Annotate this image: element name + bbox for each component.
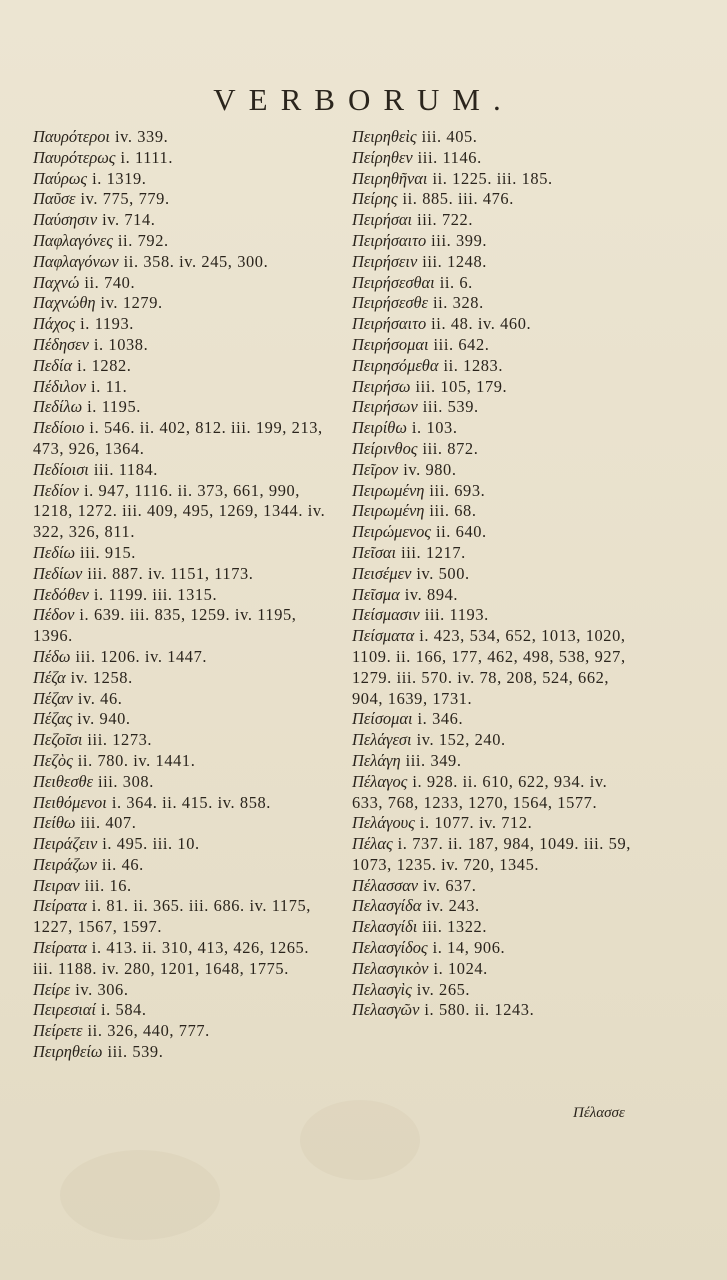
index-entry bbox=[352, 460, 640, 481]
index-entry bbox=[352, 418, 640, 439]
index-entry bbox=[352, 293, 640, 314]
index-references: i. 1111. bbox=[120, 147, 174, 167]
index-headword: Πειραν bbox=[33, 875, 80, 895]
index-references: iii. 1322. bbox=[422, 917, 488, 937]
index-entry bbox=[352, 314, 640, 335]
index-headword: Πεῖσαι bbox=[352, 542, 397, 562]
index-entry bbox=[352, 377, 640, 398]
index-entry bbox=[33, 896, 329, 938]
index-entry bbox=[33, 543, 329, 564]
index-references: i. 14, 906. bbox=[432, 938, 506, 958]
index-headword: Πέλασσαν bbox=[352, 875, 419, 895]
index-entry bbox=[352, 1000, 640, 1021]
index-entry bbox=[33, 855, 329, 876]
index-references: i. 1199. iii. 1315. bbox=[93, 584, 218, 604]
index-references: iii. 872. bbox=[422, 438, 479, 458]
index-entry bbox=[33, 730, 329, 751]
index-headword: Παυρότερως bbox=[33, 147, 116, 167]
index-entry bbox=[33, 148, 329, 169]
index-references: ii. 780. iv. 1441. bbox=[77, 750, 196, 770]
index-headword: Πείσμασιν bbox=[352, 605, 420, 625]
index-references: iii. 539. bbox=[107, 1042, 164, 1062]
index-references: iv. 1258. bbox=[70, 667, 133, 687]
index-headword: Πειρίθω bbox=[352, 418, 407, 438]
index-references: iv. 265. bbox=[416, 979, 471, 999]
index-entry bbox=[33, 356, 329, 377]
index-references: iii. 887. iv. 1151, 1173. bbox=[87, 563, 254, 583]
index-headword: Πειρήσω bbox=[352, 376, 411, 396]
index-references: i. 81. ii. 365. iii. 686. iv. 1175, 1227, 1567, 1597. bbox=[33, 896, 312, 937]
index-entry bbox=[33, 585, 329, 606]
index-entry bbox=[352, 751, 640, 772]
index-headword: Πέζαν bbox=[33, 688, 73, 708]
index-references: iii. 1273. bbox=[87, 730, 153, 750]
index-headword: Πείρετε bbox=[33, 1021, 83, 1041]
index-headword: Πεζοῖσι bbox=[33, 730, 83, 750]
index-entry bbox=[352, 335, 640, 356]
index-entry bbox=[33, 1042, 329, 1063]
index-references: iii. 1206. iv. 1447. bbox=[75, 646, 208, 666]
index-references: ii. 46. bbox=[101, 854, 144, 874]
index-headword: Πελασγικὸν bbox=[352, 958, 429, 978]
index-references: i. 1077. iv. 712. bbox=[419, 813, 533, 833]
index-references: ii. 792. bbox=[117, 230, 169, 250]
index-headword: Πείσματα bbox=[352, 626, 415, 646]
index-references: i. 580. ii. 1243. bbox=[424, 1000, 535, 1020]
index-entry bbox=[352, 896, 640, 917]
index-entry bbox=[33, 1000, 329, 1021]
index-references: iii. 693. bbox=[429, 480, 486, 500]
paper-stain bbox=[300, 1100, 420, 1180]
index-headword: Πεδόθεν bbox=[33, 584, 89, 604]
index-references: iv. 46. bbox=[77, 688, 123, 708]
index-entry bbox=[352, 169, 640, 190]
index-headword: Πεζὸς bbox=[33, 750, 73, 770]
index-headword: Πειρεσιαί bbox=[33, 1000, 96, 1020]
index-headword: Πέδω bbox=[33, 646, 71, 666]
index-references: i. 1319. bbox=[92, 168, 147, 188]
index-headword: Παυρότεροι bbox=[33, 127, 110, 146]
index-entry bbox=[33, 647, 329, 668]
index-headword: Πειρηθῆναι bbox=[352, 168, 428, 188]
index-references: iv. 637. bbox=[423, 875, 477, 895]
index-references: i. 413. ii. 310, 413, 426, 1265. iii. 1188. iv. 280, 1201, 1648, 1775. bbox=[33, 938, 310, 978]
index-entry bbox=[33, 605, 329, 647]
index-headword: Πελάγη bbox=[352, 750, 401, 770]
index-references: i. 1024. bbox=[433, 958, 488, 978]
index-entry bbox=[33, 1021, 329, 1042]
page-title: VERBORUM. bbox=[213, 82, 514, 117]
index-references: i. 737. ii. 187, 984, 1049. iii. 59, 1073, 1235. iv. 720, 1345. bbox=[352, 834, 631, 874]
index-references: iv. 1279. bbox=[100, 293, 163, 313]
index-references: iv. 152, 240. bbox=[416, 730, 506, 750]
index-entry bbox=[352, 397, 640, 418]
index-headword: Πειρηθεὶς bbox=[352, 127, 417, 146]
index-entry bbox=[352, 189, 640, 210]
index-references: iv. 243. bbox=[426, 896, 480, 916]
index-headword: Πειρήσων bbox=[352, 397, 418, 417]
index-headword: Πείρατα bbox=[33, 896, 87, 916]
index-entry bbox=[352, 231, 640, 252]
index-headword: Πεδίοιο bbox=[33, 418, 85, 438]
index-entry bbox=[33, 252, 329, 273]
index-headword: Πειρώμενος bbox=[352, 522, 431, 542]
index-references: i. 1195. bbox=[87, 397, 141, 417]
index-headword: Πείσομαι bbox=[352, 709, 413, 729]
index-references: i. 346. bbox=[417, 709, 464, 729]
index-headword: Πειρηθείω bbox=[33, 1042, 103, 1062]
index-headword: Πελασγίδι bbox=[352, 917, 418, 937]
index-headword: Πειράζειν bbox=[33, 834, 98, 854]
index-entry bbox=[352, 605, 640, 626]
index-references: i. 928. ii. 610, 622, 934. iv. 633, 768, 1233, 1270, 1564, 1577. bbox=[352, 771, 608, 812]
index-references: ii. 1283. bbox=[443, 355, 504, 375]
index-references: iii. 308. bbox=[97, 771, 154, 791]
index-headword: Πειρησόμεθα bbox=[352, 355, 439, 375]
index-headword: Πειθόμενοι bbox=[33, 792, 107, 812]
index-references: i. 495. iii. 10. bbox=[102, 834, 200, 854]
index-references: iii. 16. bbox=[84, 875, 132, 895]
index-references: iii. 1146. bbox=[417, 147, 482, 167]
index-entry bbox=[33, 210, 329, 231]
index-entry bbox=[352, 834, 640, 876]
index-headword: Πειρήσεσθε bbox=[352, 293, 428, 313]
index-entry bbox=[352, 439, 640, 460]
index-headword: Πέδησεν bbox=[33, 334, 89, 354]
index-entry bbox=[33, 335, 329, 356]
index-headword: Πείρης bbox=[352, 189, 398, 209]
index-headword: Πελάγους bbox=[352, 813, 415, 833]
right-index-column bbox=[352, 127, 640, 1021]
index-references: i. 364. ii. 415. iv. 858. bbox=[111, 792, 271, 812]
index-entry bbox=[33, 418, 329, 460]
index-entry bbox=[33, 460, 329, 481]
index-entry bbox=[33, 876, 329, 897]
index-references: iii. 105, 179. bbox=[415, 376, 508, 396]
index-headword: Πεδίον bbox=[33, 480, 79, 500]
index-entry bbox=[33, 834, 329, 855]
index-references: ii. 328. bbox=[432, 293, 484, 313]
index-references: iii. 1193. bbox=[424, 605, 489, 625]
index-references: iii. 407. bbox=[80, 813, 137, 833]
index-entry bbox=[352, 772, 640, 814]
index-headword: Πειρήσειν bbox=[352, 251, 418, 271]
index-headword: Παχνώ bbox=[33, 272, 80, 292]
index-headword: Πειρήσαιτο bbox=[352, 230, 427, 250]
index-entry bbox=[33, 938, 329, 980]
index-entry bbox=[33, 169, 329, 190]
index-entry bbox=[33, 709, 329, 730]
index-entry bbox=[352, 356, 640, 377]
index-entry bbox=[352, 709, 640, 730]
index-headword: Πέδον bbox=[33, 605, 75, 625]
index-references: i. 1282. bbox=[77, 355, 132, 375]
index-entry bbox=[33, 689, 329, 710]
index-headword: Πέζα bbox=[33, 667, 66, 687]
index-entry bbox=[352, 876, 640, 897]
paper-stain bbox=[60, 1150, 220, 1240]
index-entry bbox=[33, 813, 329, 834]
index-headword: Πεδίλω bbox=[33, 397, 83, 417]
index-references: i. 639. iii. 835, 1259. iv. 1195, 1396. bbox=[33, 605, 297, 646]
index-references: iii. 722. bbox=[417, 210, 474, 230]
index-headword: Πέλαγος bbox=[352, 771, 408, 791]
index-entry bbox=[33, 231, 329, 252]
index-headword: Πειράζων bbox=[33, 854, 97, 874]
index-references: iii. 915. bbox=[80, 542, 136, 562]
index-entry bbox=[352, 585, 640, 606]
index-entry bbox=[352, 938, 640, 959]
index-entry bbox=[352, 980, 640, 1001]
index-headword: Πειρωμένη bbox=[352, 480, 425, 500]
index-entry bbox=[33, 564, 329, 585]
index-entry bbox=[33, 189, 329, 210]
index-entry bbox=[33, 772, 329, 793]
index-headword: Παφλαγόνων bbox=[33, 251, 119, 271]
index-references: ii. 326, 440, 777. bbox=[87, 1021, 210, 1041]
catchword: Πέλασσε bbox=[573, 1105, 625, 1121]
index-references: iv. 306. bbox=[75, 979, 129, 999]
index-headword: Πεδίων bbox=[33, 563, 83, 583]
index-references: iv. 940. bbox=[77, 709, 131, 729]
index-references: iii. 1217. bbox=[401, 542, 466, 562]
index-headword: Πάχος bbox=[33, 314, 76, 334]
index-headword: Πείρηθεν bbox=[352, 147, 413, 167]
index-references: i. 1193. bbox=[80, 314, 134, 334]
index-references: i. 584. bbox=[100, 1000, 147, 1020]
index-entry bbox=[352, 626, 640, 709]
index-headword: Πειρήσομαι bbox=[352, 334, 429, 354]
index-entry bbox=[352, 543, 640, 564]
index-headword: Πείρινθος bbox=[352, 438, 418, 458]
index-references: ii. 885. iii. 476. bbox=[402, 189, 514, 209]
index-entry bbox=[33, 481, 329, 543]
index-entry bbox=[33, 314, 329, 335]
left-index-column bbox=[33, 127, 329, 1063]
index-references: iii. 399. bbox=[431, 230, 488, 250]
index-references: iv. 980. bbox=[403, 459, 457, 479]
index-references: iv. 339. bbox=[114, 127, 169, 146]
index-headword: Παῦσε bbox=[33, 189, 76, 209]
index-entry bbox=[352, 210, 640, 231]
index-headword: Πεδίω bbox=[33, 542, 76, 562]
index-references: ii. 6. bbox=[439, 272, 473, 292]
index-entry bbox=[352, 917, 640, 938]
index-headword: Πελασγίδος bbox=[352, 938, 428, 958]
index-headword: Πεῖρον bbox=[352, 459, 399, 479]
index-entry bbox=[352, 813, 640, 834]
index-entry bbox=[33, 377, 329, 398]
index-headword: Πείρε bbox=[33, 979, 71, 999]
index-references: ii. 640. bbox=[435, 522, 487, 542]
index-headword: Παύρως bbox=[33, 168, 88, 188]
index-entry bbox=[352, 564, 640, 585]
index-references: i. 423, 534, 652, 1013, 1020, 1109. ii. 166, 177, 462, 498, 538, 927, 1279. iii. 570. iv. 78, 208, 524, 662, 904, 1639, 1731. bbox=[352, 626, 626, 708]
index-references: iii. 1184. bbox=[93, 459, 158, 479]
index-references: iii. 539. bbox=[422, 397, 479, 417]
index-entry bbox=[33, 273, 329, 294]
index-references: iii. 68. bbox=[429, 501, 477, 521]
index-headword: Πειθεσθε bbox=[33, 771, 93, 791]
index-headword: Πειρήσαιτο bbox=[352, 314, 427, 334]
index-references: i. 11. bbox=[91, 376, 128, 396]
index-references: iv. 714. bbox=[102, 210, 156, 230]
index-entry bbox=[352, 522, 640, 543]
index-references: iii. 405. bbox=[421, 127, 478, 146]
index-entry bbox=[352, 252, 640, 273]
index-headword: Πελάγεσι bbox=[352, 730, 412, 750]
index-entry bbox=[33, 980, 329, 1001]
index-entry bbox=[33, 793, 329, 814]
index-headword: Πείρατα bbox=[33, 938, 87, 958]
index-references: i. 1038. bbox=[93, 334, 149, 354]
index-references: iv. 775, 779. bbox=[80, 189, 170, 209]
index-entry bbox=[352, 959, 640, 980]
index-headword: Πείθω bbox=[33, 813, 76, 833]
index-references: iii. 642. bbox=[433, 334, 490, 354]
index-references: i. 947, 1116. ii. 373, 661, 990, 1218, 1272. iii. 409, 495, 1269, 1344. iv. 322, 326, 811. bbox=[33, 480, 326, 542]
index-headword: Πειρήσεσθαι bbox=[352, 272, 435, 292]
index-references: ii. 358. iv. 245, 300. bbox=[123, 251, 269, 271]
index-entry bbox=[352, 148, 640, 169]
index-entry bbox=[352, 273, 640, 294]
index-references: ii. 1225. iii. 185. bbox=[432, 168, 553, 188]
index-headword: Πειρήσαι bbox=[352, 210, 413, 230]
index-entry bbox=[352, 730, 640, 751]
index-references: iii. 1248. bbox=[422, 251, 487, 271]
index-entry bbox=[33, 668, 329, 689]
index-headword: Πέδιλον bbox=[33, 376, 87, 396]
index-entry bbox=[352, 127, 640, 148]
index-headword: Πεισέμεν bbox=[352, 563, 412, 583]
index-references: i. 103. bbox=[411, 418, 458, 438]
index-references: i. 546. ii. 402, 812. iii. 199, 213, 473, 926, 1364. bbox=[33, 418, 323, 458]
index-entry bbox=[33, 397, 329, 418]
index-references: ii. 740. bbox=[84, 272, 136, 292]
index-references: iv. 894. bbox=[404, 584, 459, 604]
index-entry bbox=[352, 501, 640, 522]
index-entry bbox=[33, 751, 329, 772]
index-headword: Πεῖσμα bbox=[352, 584, 400, 604]
index-entry bbox=[33, 293, 329, 314]
index-references: iv. 500. bbox=[416, 563, 470, 583]
index-headword: Πέλας bbox=[352, 834, 393, 854]
index-references: iii. 349. bbox=[405, 750, 462, 770]
index-headword: Παχνώθη bbox=[33, 293, 96, 313]
index-headword: Πειρωμένη bbox=[352, 501, 425, 521]
index-entry bbox=[352, 481, 640, 502]
index-entry bbox=[33, 127, 329, 148]
index-headword: Παφλαγόνες bbox=[33, 230, 113, 250]
index-headword: Παύσησιν bbox=[33, 210, 98, 230]
index-references: ii. 48. iv. 460. bbox=[431, 314, 532, 334]
index-headword: Πελασγὶς bbox=[352, 979, 412, 999]
index-headword: Πεδίοισι bbox=[33, 459, 89, 479]
index-headword: Πελασγίδα bbox=[352, 896, 422, 916]
index-headword: Πεδία bbox=[33, 355, 73, 375]
index-headword: Πέζας bbox=[33, 709, 73, 729]
index-headword: Πελασγῶν bbox=[352, 1000, 420, 1020]
